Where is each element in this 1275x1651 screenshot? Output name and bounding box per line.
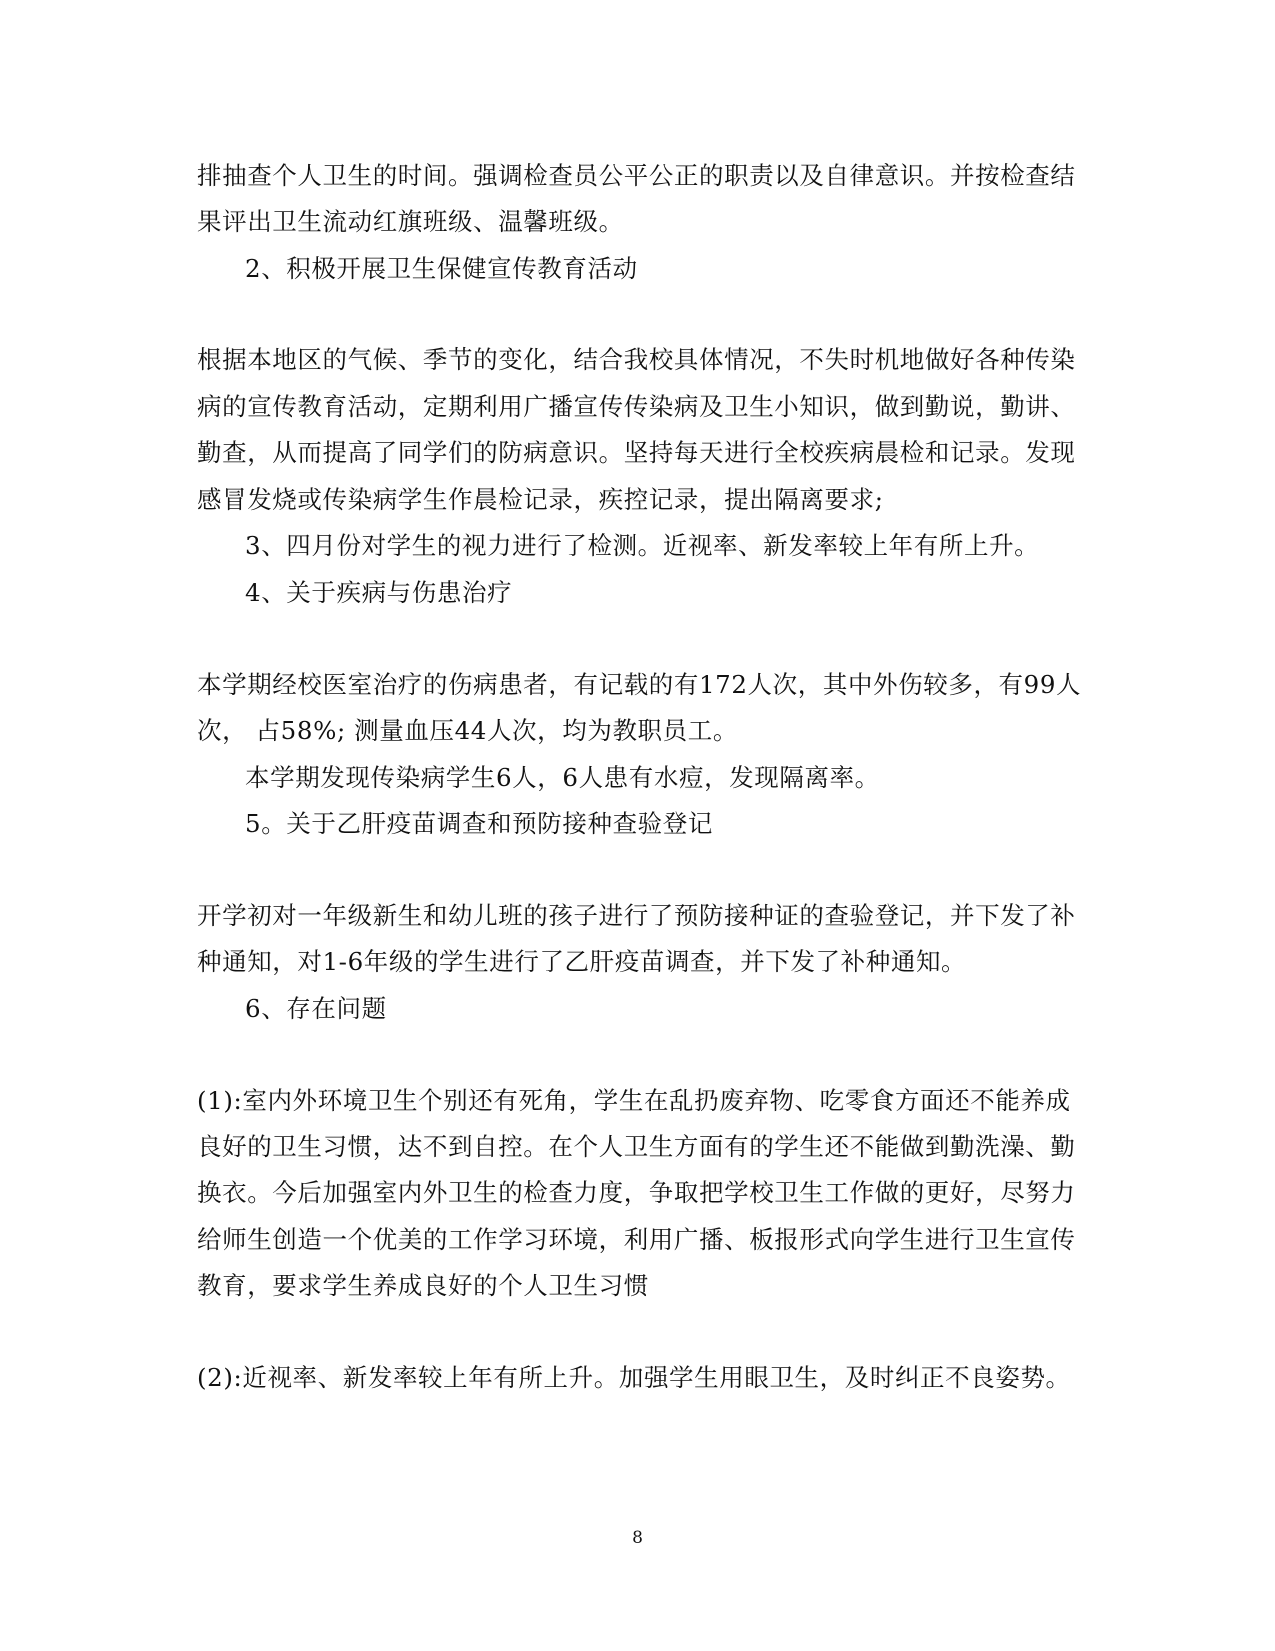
text-line: 病的宣传教育活动，定期利用广播宣传传染病及卫生小知识，做到勤说，勤讲、 bbox=[197, 392, 1076, 421]
section-heading: 6、存在问题 bbox=[245, 994, 387, 1023]
text-line: 根据本地区的气候、季节的变化，结合我校具体情况，不失时机地做好各种传染 bbox=[197, 345, 1076, 374]
text-line: (2):近视率、新发率较上年有所上升。加强学生用眼卫生，及时纠正不良姿势。 bbox=[197, 1363, 1071, 1392]
text-line: 本学期经校医室治疗的伤病患者，有记载的有172人次，其中外伤较多，有99人 bbox=[197, 670, 1082, 699]
text-line: 勤查，从而提高了同学们的防病意识。坚持每天进行全校疾病晨检和记录。发现 bbox=[197, 438, 1076, 467]
text-line: (1):室内外环境卫生个别还有死角，学生在乱扔废弃物、吃零食方面还不能养成 bbox=[197, 1086, 1071, 1115]
text-line: 换衣。今后加强室内外卫生的检查力度，争取把学校卫生工作做的更好，尽努力 bbox=[197, 1178, 1076, 1207]
section-heading: 4、关于疾病与伤患治疗 bbox=[245, 578, 513, 607]
section-heading: 2、积极开展卫生保健宣传教育活动 bbox=[245, 254, 638, 283]
section-heading: 5。关于乙肝疫苗调查和预防接种查验登记 bbox=[245, 809, 713, 838]
text-line: 3、四月份对学生的视力进行了检测。近视率、新发率较上年有所上升。 bbox=[245, 531, 1040, 560]
text-line: 良好的卫生习惯，达不到自控。在个人卫生方面有的学生还不能做到勤洗澡、勤 bbox=[197, 1132, 1076, 1161]
text-line: 果评出卫生流动红旗班级、温馨班级。 bbox=[197, 207, 624, 236]
text-line: 排抽查个人卫生的时间。强调检查员公平公正的职责以及自律意识。并按检查结 bbox=[197, 161, 1076, 190]
page-number: 8 bbox=[632, 1528, 643, 1548]
text-line: 给师生创造一个优美的工作学习环境，利用广播、板报形式向学生进行卫生宣传 bbox=[197, 1225, 1076, 1254]
text-line: 次， 占58%; 测量血压44人次，均为教职员工。 bbox=[197, 716, 738, 745]
text-line: 开学初对一年级新生和幼儿班的孩子进行了预防接种证的查验登记，并下发了补 bbox=[197, 901, 1076, 930]
text-line: 种通知，对1-6年级的学生进行了乙肝疫苗调查，并下发了补种通知。 bbox=[197, 947, 967, 976]
text-line: 教育，要求学生养成良好的个人卫生习惯 bbox=[197, 1271, 649, 1300]
text-line: 本学期发现传染病学生6人，6人患有水痘，发现隔离率。 bbox=[245, 763, 880, 792]
text-line: 感冒发烧或传染病学生作晨检记录，疾控记录，提出隔离要求; bbox=[197, 485, 884, 514]
